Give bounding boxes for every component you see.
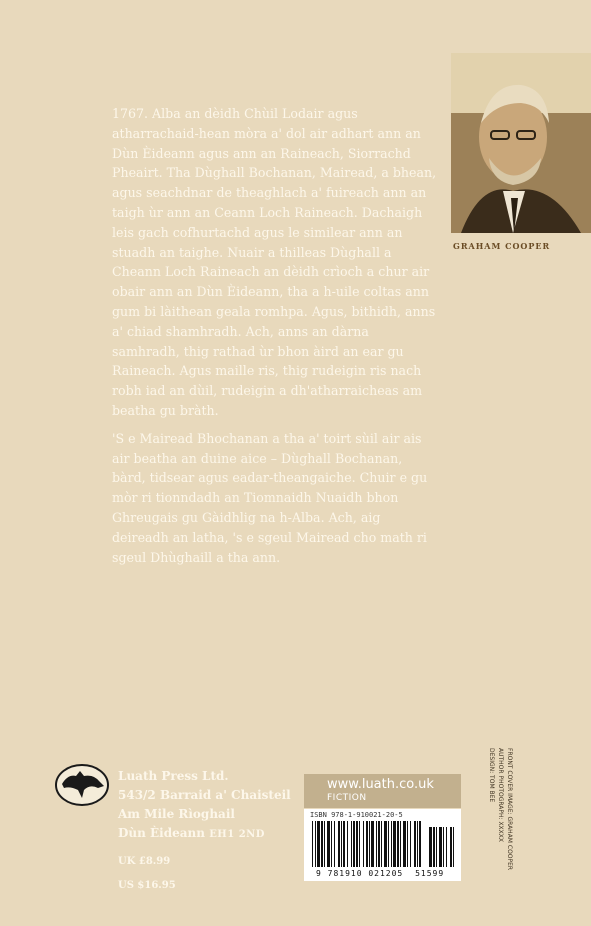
barcode-addon: 51599 xyxy=(415,869,445,878)
price-us: US $16.95 xyxy=(118,880,176,891)
publisher-postcode: EH1 2ND xyxy=(209,829,265,840)
luath-logo-icon xyxy=(54,762,110,808)
publisher-city-line xyxy=(118,824,308,844)
website-url: www.luath.co.uk xyxy=(327,777,434,792)
isbn-top-text: ISBN 978-1-910021-20-5 xyxy=(310,811,403,819)
blurb-paragraph-1: 1767. Alba an dèidh Chùil Lodair agus atharrachaid-hean mòra a' dol air adhart ann an Dùn Èideann agus ann an Raineach, Siorrachd Pheairt. Tha Dùghall Bochanan, Mairead, a bhean, agus seachdnar de theaghlach a' fuireach ann an taigh ùr ann an Ceann Loch Raineach. Dachaigh leis gach cofhurtachd agus le similear ann an stuadh an taighe. Nuair a thilleas Dùghall a Cheann Loch Raineach an dèidh crìoch a chur air obair ann an Dùn Èideann, tha a h-uile coltas ann gum bi làithean geala romhpa. Agus, bithidh, anns a' chiad shamhradh. Ach, anns an dàrna samhradh, thig rathad ùr bhon àird an ear gu Raineach. Agus maille ris, thig rudeigin ris nach robh iad an dùil, rudeigin a dh'atharraicheas am beatha gu bràth. xyxy=(112,106,437,418)
credit-line-1: FRONT COVER IMAGE: GRAHAM COOPER xyxy=(506,748,513,871)
publisher-address xyxy=(118,767,308,844)
author-caption: GRAHAM COOPER xyxy=(453,241,551,251)
publisher-street: 543/2 Barraid a' Chaisteil xyxy=(118,788,291,802)
publisher-district: Am Mile Rìoghail xyxy=(118,807,235,821)
cover-credits xyxy=(487,748,514,883)
barcode-digits: 9 781910 021205 xyxy=(316,869,404,878)
publisher-city: Dùn Èideann xyxy=(118,826,205,840)
blurb-paragraph-2: 'S e Mairead Bhochanan a tha a' toirt sùil air ais air beatha an duine aice – Dùghall Bochanan, bàrd, tidsear agus eadar-theangaiche. Chuir e gu mòr ri tionndadh an Tiomnaidh Nuaidh bhon Ghreugais gu Gàidhlig na h-Alba. Ach, aig deireadh an latha, 's e sgeul Mairead cho math ri sgeul Dhùghaill a tha ann. xyxy=(112,430,428,565)
barcode xyxy=(304,809,461,881)
genre-label: FICTION xyxy=(327,793,367,803)
website-box xyxy=(304,774,461,808)
isbn-digits xyxy=(316,869,444,878)
prices xyxy=(118,850,176,898)
author-photo xyxy=(451,53,591,233)
price-uk: UK £8.99 xyxy=(118,856,171,867)
blurb-text xyxy=(112,104,437,575)
publisher-name: Luath Press Ltd. xyxy=(118,769,229,783)
credit-line-2: AUTHOR PHOTOGRAPH: XXXXX xyxy=(497,748,504,843)
credit-line-3: DESIGN: TOM BEE xyxy=(488,748,495,803)
